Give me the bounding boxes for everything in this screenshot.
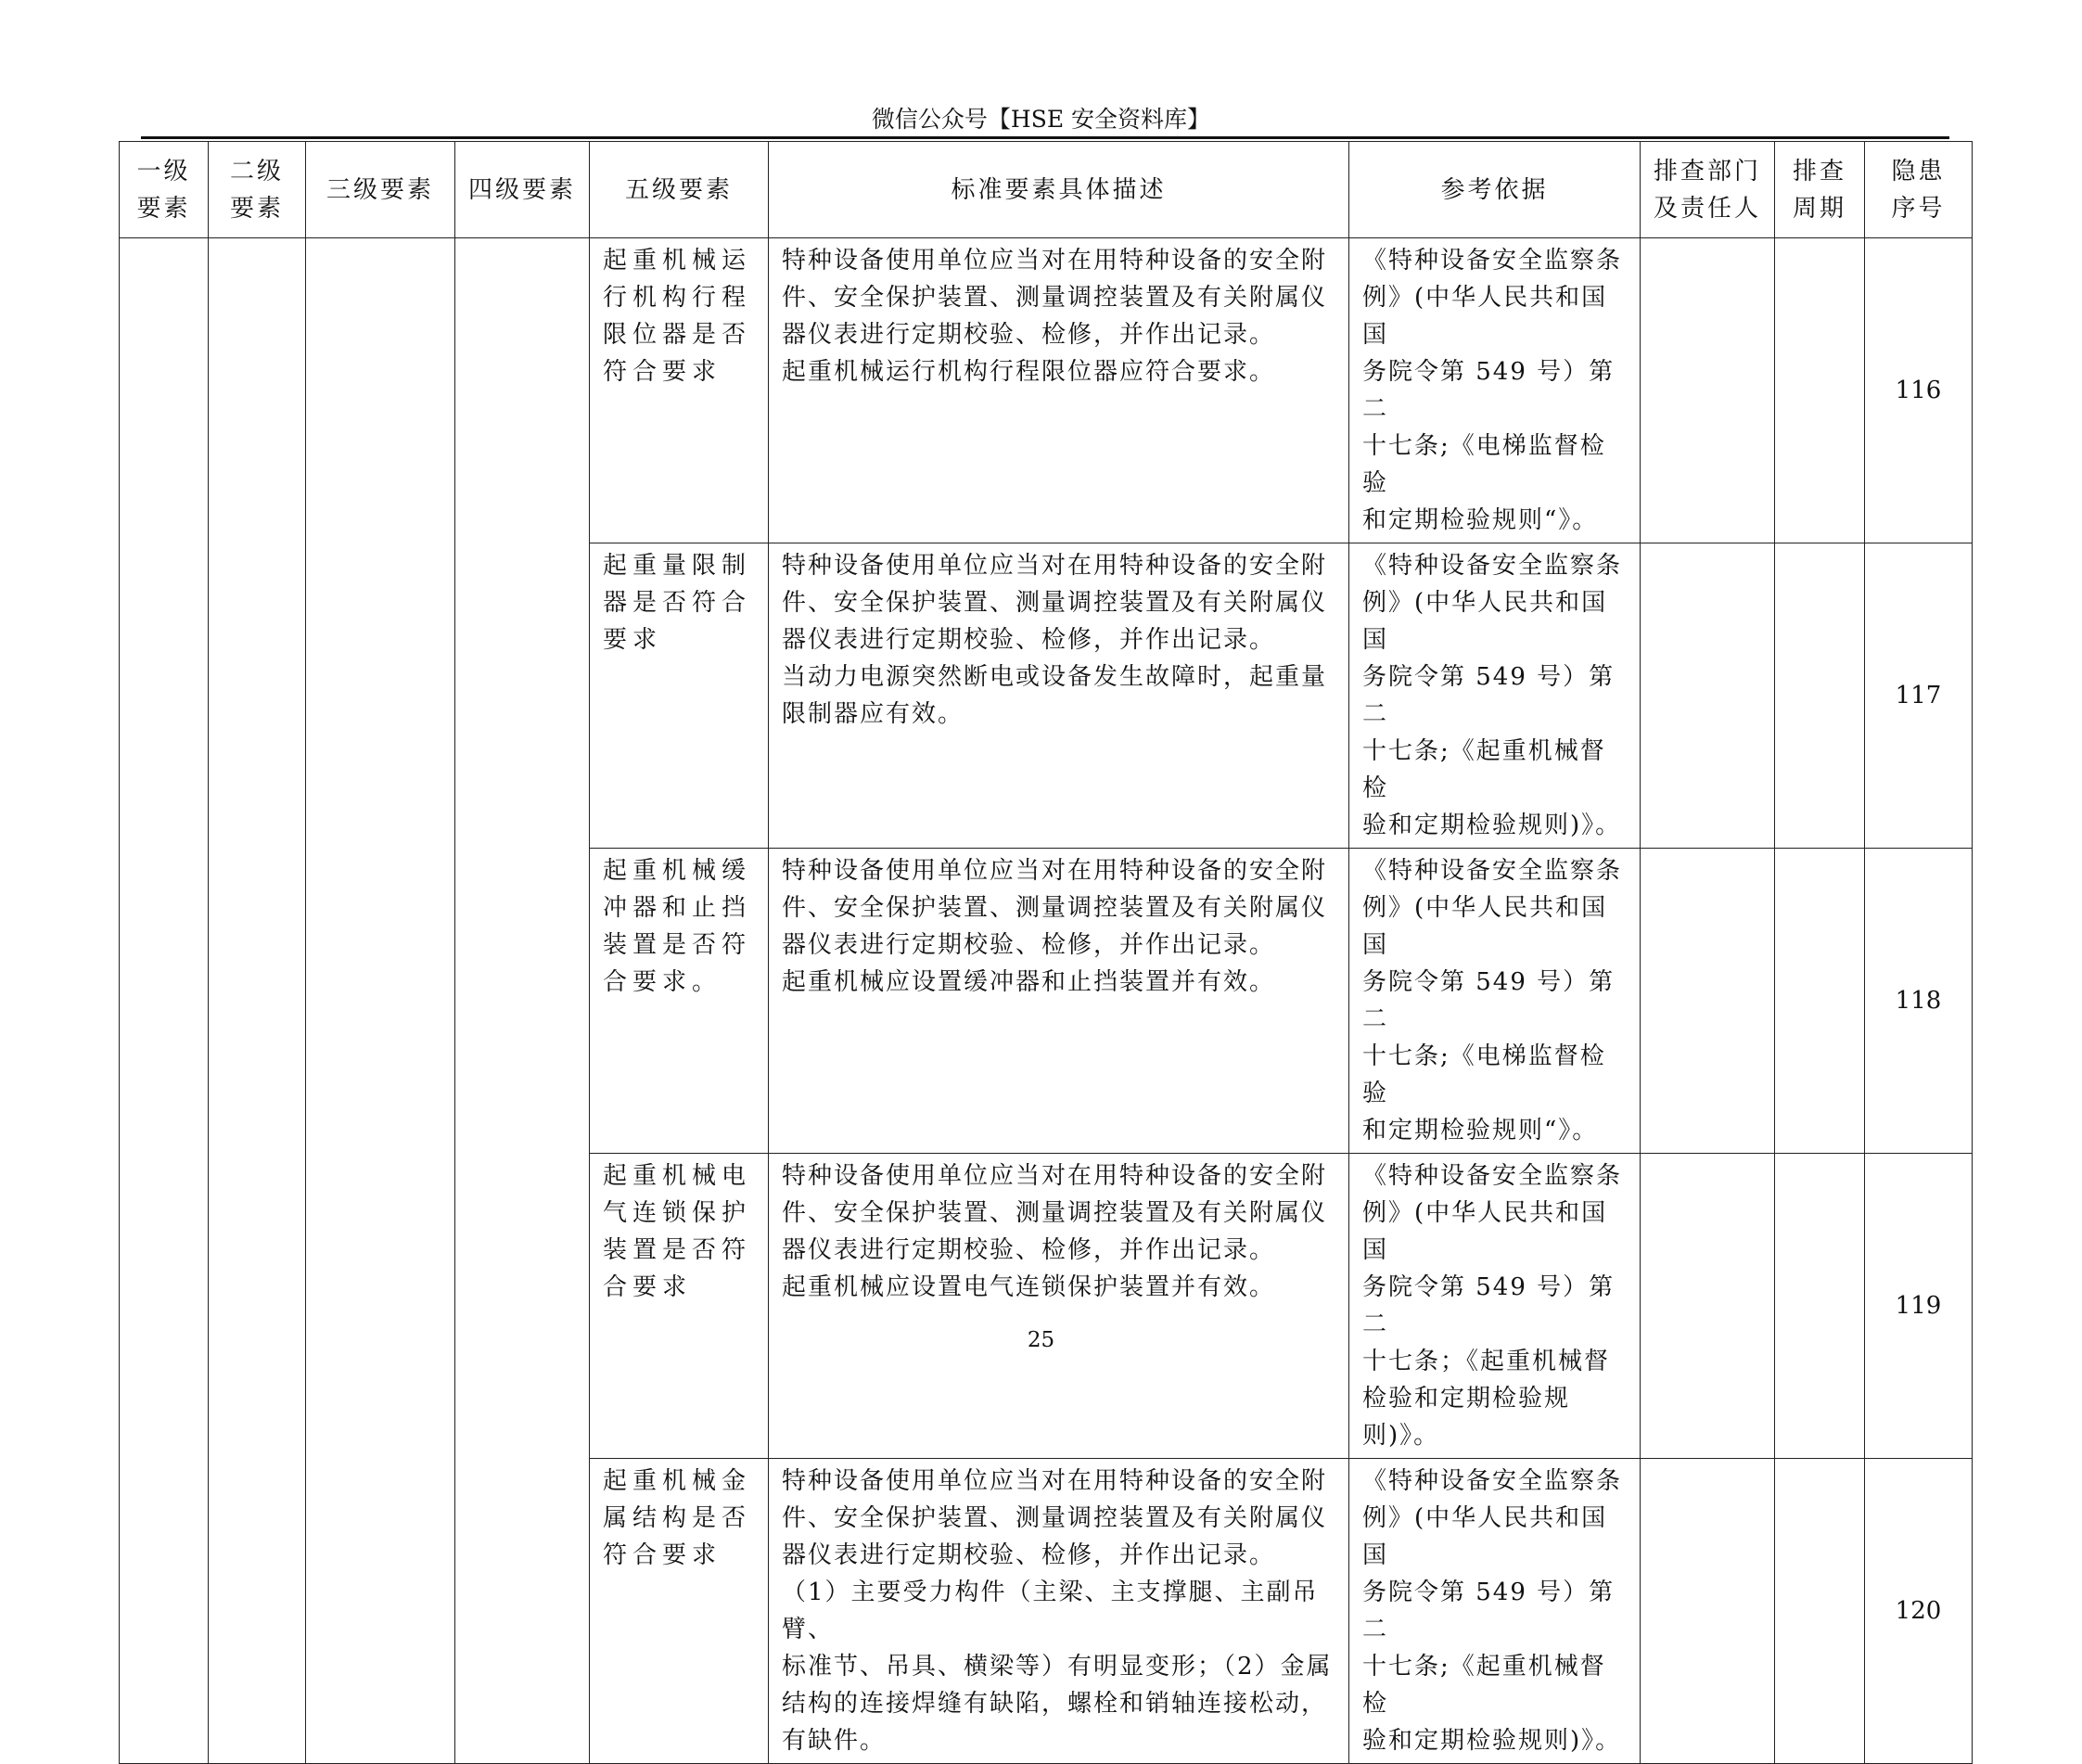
level4-cell [455, 238, 590, 1764]
description-cell: 特种设备使用单位应当对在用特种设备的安全附 件、安全保护装置、测量调控装置及有关附属仪 器仪表进行定期校验、检修，并作出记录。 起重机械应设置电气连锁保护装置并有效。 [769, 1154, 1349, 1459]
header-department: 排查部门 及责任人 [1641, 142, 1775, 238]
header-reference: 参考依据 [1349, 142, 1641, 238]
department-cell [1641, 1154, 1775, 1459]
hazard-inspection-table [119, 141, 1973, 1764]
header-level4: 四级要素 [455, 142, 590, 238]
serial-cell: 116 [1865, 238, 1973, 543]
header-description: 标准要素具体描述 [769, 142, 1349, 238]
header-level5: 五级要素 [590, 142, 769, 238]
cycle-cell [1775, 1154, 1865, 1459]
element-cell: 起重机械运 行机构行程 限位器是否 符合要求 [590, 238, 769, 543]
table-row [120, 238, 1973, 543]
header-cycle: 排查 周期 [1775, 142, 1865, 238]
serial-cell: 120 [1865, 1459, 1973, 1764]
table-header-row [120, 142, 1973, 238]
reference-cell: 《特种设备安全监察条 例》(中华人民共和国国 务院令第 549 号）第二 十七条;《电梯监督检验 和定期检验规则“》。 [1349, 849, 1641, 1154]
level3-cell [306, 238, 455, 1764]
description-cell: 特种设备使用单位应当对在用特种设备的安全附 件、安全保护装置、测量调控装置及有关附属仪 器仪表进行定期校验、检修，并作出记录。 起重机械应设置缓冲器和止挡装置并有效。 [769, 849, 1349, 1154]
header-level3: 三级要素 [306, 142, 455, 238]
department-cell [1641, 238, 1775, 543]
cycle-cell [1775, 1459, 1865, 1764]
element-cell: 起重量限制 器是否符合 要求 [590, 543, 769, 849]
reference-cell: 《特种设备安全监察条 例》(中华人民共和国国 务院令第 549 号）第二 十七条;《起重机械督检 验和定期检验规则)》。 [1349, 543, 1641, 849]
header-level2: 二级 要素 [209, 142, 306, 238]
description-cell: 特种设备使用单位应当对在用特种设备的安全附 件、安全保护装置、测量调控装置及有关附属仪 器仪表进行定期校验、检修，并作出记录。 （1）主要受力构件（主梁、主支撑腿、主副吊臂、 标准节、吊具、横梁等）有明显变形；（2）金属 结构的连接焊缝有缺陷，螺栓和销轴连接松动， 有缺件。 [769, 1459, 1349, 1764]
reference-cell: 《特种设备安全监察条 例》(中华人民共和国国 务院令第 549 号）第二 十七条;《起重机械督检 验和定期检验规则)》。 [1349, 1459, 1641, 1764]
serial-cell: 117 [1865, 543, 1973, 849]
header-serial: 隐患 序号 [1865, 142, 1973, 238]
page-number: 25 [1027, 1328, 1055, 1352]
cycle-cell [1775, 238, 1865, 543]
description-cell: 特种设备使用单位应当对在用特种设备的安全附 件、安全保护装置、测量调控装置及有关附属仪 器仪表进行定期校验、检修，并作出记录。 当动力电源突然断电或设备发生故障时，起重量 限制器应有效。 [769, 543, 1349, 849]
cycle-cell [1775, 543, 1865, 849]
reference-cell: 《特种设备安全监察条 例》(中华人民共和国国 务院令第 549 号）第二 十七条；《起重机械督 检验和定期检验规 则)》。 [1349, 1154, 1641, 1459]
header-rule [141, 136, 1949, 139]
serial-cell: 118 [1865, 849, 1973, 1154]
department-cell [1641, 849, 1775, 1154]
department-cell [1641, 1459, 1775, 1764]
cycle-cell [1775, 849, 1865, 1154]
header-level1: 一级 要素 [120, 142, 209, 238]
element-cell: 起重机械金 属结构是否 符合要求 [590, 1459, 769, 1764]
description-cell: 特种设备使用单位应当对在用特种设备的安全附 件、安全保护装置、测量调控装置及有关附属仪 器仪表进行定期校验、检修，并作出记录。 起重机械运行机构行程限位器应符合要求。 [769, 238, 1349, 543]
level1-cell [120, 238, 209, 1764]
department-cell [1641, 543, 1775, 849]
level2-cell [209, 238, 306, 1764]
reference-cell: 《特种设备安全监察条 例》(中华人民共和国国 务院令第 549 号）第二 十七条;《电梯监督检验 和定期检验规则“》。 [1349, 238, 1641, 543]
serial-cell: 119 [1865, 1154, 1973, 1459]
page-header: 微信公众号【HSE 安全资料库】 [871, 106, 1211, 133]
element-cell: 起重机械电 气连锁保护 装置是否符 合要求 [590, 1154, 769, 1459]
element-cell: 起重机械缓 冲器和止挡 装置是否符 合要求。 [590, 849, 769, 1154]
